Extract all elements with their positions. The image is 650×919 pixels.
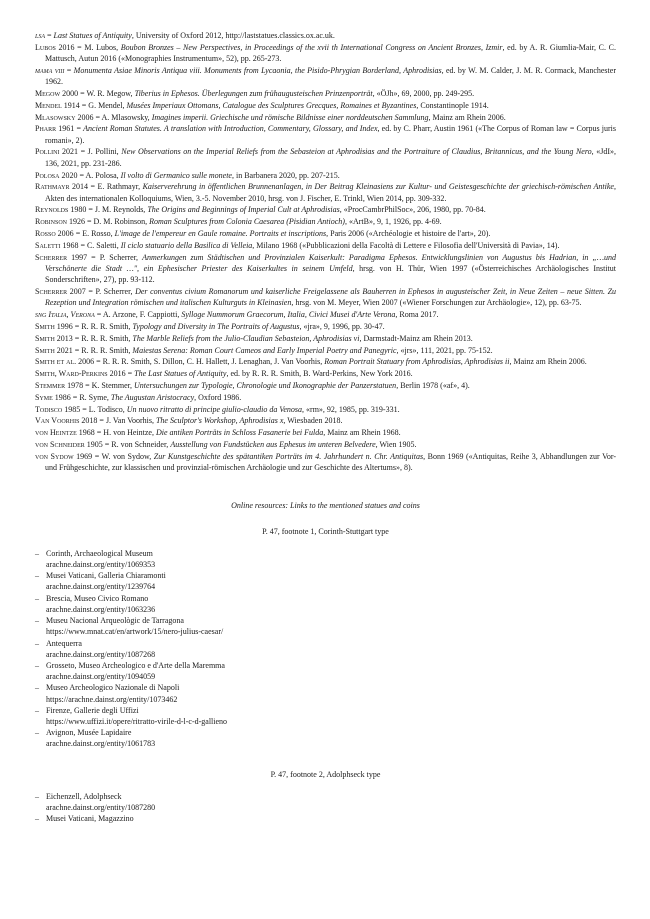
citation-key: Mendel 1914: [35, 100, 80, 110]
citation-details: , ed. by A. R. Giumlia-Mair, C. C. Mattusch, Autun 2016 («Monographies Instrumentum», 52), pp. 265-273.: [45, 42, 616, 64]
citation-author: W. von Sydow,: [101, 451, 154, 461]
citation-title: Anmerkungen zum Städtischen und Provinzialen Kaiserkult: Paradigma Ephesos. Entwicklungslinien von Augustus bis Hadrian, in „…und Verschönerte die Stadt …", ein Ephesischer Priester des Kaiserkultes in seinem Umfeld: [45, 252, 617, 273]
citation-author: J. M. Reynolds,: [94, 205, 148, 215]
citation-author: R. Syme,: [79, 392, 111, 402]
resource-list-item: [35, 593, 616, 615]
citation-title: Imagines imperii. Griechische und römische Bildnisse einer norddeutschen Sammlung: [151, 112, 429, 122]
resource-link-list: [35, 791, 616, 825]
citation-key: Mlasowsky 2006: [35, 112, 94, 122]
bibliography-entry: [35, 123, 616, 146]
citation-key: Scherrer 2007: [35, 287, 86, 297]
bibliography-entry: [35, 240, 616, 251]
bibliography-entry: [35, 112, 616, 123]
equals-sign: =: [72, 345, 82, 355]
list-dash: –: [35, 660, 39, 670]
bibliography-entry: [35, 286, 616, 309]
resource-location-label: Eichenzell, Adolphseck: [46, 791, 122, 801]
citation-key: Lubos 2016: [35, 42, 75, 52]
equals-sign: =: [77, 170, 86, 180]
citation-title: The Origins and Beginnings of Imperial Cult at Aphrodisias: [147, 205, 340, 215]
citation-author: A. Arzone, F. Cappiotti,: [102, 310, 182, 320]
citation-title: Il ciclo statuario della Basilica di Velleia: [120, 240, 253, 250]
citation-details: , ed. by W. M. Calder, J. M. R. Cormack, Manchester 1962.: [45, 65, 616, 87]
list-dash: –: [35, 814, 39, 824]
resource-list-item: [35, 791, 616, 813]
citation-title: Monumenta Asiae Minoris Antiqua viii. Monuments from Lycaonia, the Pisido-Phrygian Borderland, Aphrodisias: [73, 65, 442, 75]
citation-details: , Constantinople 1914.: [416, 100, 489, 110]
bibliography-entry: [35, 146, 616, 169]
citation-key: Reynolds 1980: [35, 205, 87, 215]
resource-location-label: Avignon, Musée Lapidaire: [46, 728, 132, 738]
citation-details: , hrsg. von H. Thür, Wien 1997 («Österreichisches Archäologisches Institut Sonderschriften», 27), pp. 93-112.: [45, 263, 616, 285]
citation-key: von Sydow 1969: [35, 451, 93, 461]
citation-key: von Heintze 1968: [35, 428, 95, 438]
bibliography-entry: [35, 30, 616, 41]
footnote-group-heading: P. 47, footnote 1, Corinth-Stuttgart type: [262, 526, 389, 536]
resource-location-label: Antequerra: [46, 638, 82, 648]
bibliography-entry: [35, 404, 616, 415]
equals-sign: =: [78, 147, 88, 157]
citation-author: M. Lubos,: [84, 42, 121, 52]
bibliography-entry: [35, 88, 616, 99]
citation-details: , Mainz am Rhein 2006.: [428, 112, 506, 122]
citation-details: , hrsg. von M. Meyer, Wien 2007 («Wiener Forschungen zur Archäologie», 12), pp. 63-75.: [291, 298, 582, 308]
resource-list-item: [35, 682, 616, 704]
equals-sign: =: [72, 321, 82, 331]
citation-key: Syme 1986: [35, 392, 71, 402]
equals-sign: =: [79, 100, 89, 110]
resource-list-item: [35, 548, 616, 570]
bibliography-entry: [35, 439, 616, 450]
citation-title: New Observations on the Imperial Reliefs from the Sebasteion at Aphrodisias and the Portraiture of Claudius, Britannicus, and the Young Nero: [121, 147, 592, 157]
list-dash: –: [35, 705, 39, 715]
equals-sign: =: [74, 42, 85, 52]
citation-details: , ed. by R. R. R. Smith, B. Ward-Perkins, New York 2016.: [226, 369, 413, 379]
citation-key: Smith, Ward-Perkins 2016: [35, 369, 126, 379]
equals-sign: =: [83, 380, 92, 390]
citation-author: C. Saletti,: [86, 240, 121, 250]
resource-location-label: Museo Archeologico Nazionale di Napoli: [46, 683, 180, 693]
citation-author: E. Rathmayr,: [97, 182, 143, 192]
citation-key: Smith 1996: [35, 321, 73, 331]
citation-details: , Darmstadt-Mainz am Rhein 2013.: [359, 333, 473, 343]
resource-url-link[interactable]: https://www.mnat.cat/en/artwork/15/nero-julius-caesar/: [46, 627, 224, 637]
list-dash: –: [35, 728, 39, 738]
equals-sign: =: [78, 240, 87, 250]
list-dash: –: [35, 791, 39, 801]
citation-key: Scherrer 1997: [35, 252, 88, 262]
citation-details: , «jra», 9, 1996, pp. 30-47.: [299, 321, 385, 331]
citation-key: von Schneider 1905: [35, 439, 103, 449]
citation-details: , Akten des internationalen Kolloquiums, Wien, 3.-5. November 2010, hrsg. von J. Fischer, E. Trinkl, Wien 2014, pp. 309-332.: [45, 182, 616, 203]
citation-details: , «jrs», 111, 2021, pp. 75-152.: [396, 345, 493, 355]
citation-author: P. Scherrer,: [95, 287, 136, 297]
citation-author: W. R. Megow,: [86, 88, 135, 98]
citation-author: A. Mlasowsky,: [101, 112, 152, 122]
citation-key: lsa: [35, 31, 46, 40]
citation-details: , «ArtB», 9, 1, 1926, pp. 4-69.: [344, 217, 442, 227]
citation-details: , Wiesbaden 2018.: [283, 416, 343, 426]
citation-title: Ancient Roman Statutes. A translation with Introduction, Commentary, Glossary, and Index: [83, 124, 378, 134]
bibliography-entry: [35, 216, 616, 227]
citation-title: L'image de l'empereur en Gaule romaine. Portraits et inscriptions: [114, 229, 327, 239]
citation-details: , «JdI», 136, 2021, pp. 231-286.: [45, 147, 617, 168]
citation-details: , «ProcCambrPhilSoc», 206, 1980, pp. 70-84.: [339, 205, 486, 215]
citation-author: K. Stemmer,: [91, 380, 134, 390]
citation-author: L. Todisco,: [88, 404, 127, 414]
resource-url-link[interactable]: https://arachne.dainst.org/entity/1073462: [46, 694, 178, 704]
citation-title: Musées Imperiaux Ottomans, Catalogue des Sculptures Grecques, Romaines et Byzantines: [126, 100, 417, 110]
resource-location-label: Brescia, Museo Civico Romano: [46, 593, 149, 603]
citation-key: Megow 2000: [35, 88, 79, 98]
bibliography-entry: [35, 204, 616, 215]
equals-sign: =: [45, 31, 54, 40]
citation-author: H. von Heintze,: [103, 428, 156, 438]
citation-title: Il volto di Germanico sulle monete: [120, 170, 232, 180]
resource-list-item: [35, 615, 616, 637]
citation-title: Ausstellung von Fundstücken aus Ephesus im unteren Belvedere: [170, 439, 376, 449]
citation-details: , Paris 2006 («Archéologie et histoire de l'art», 20).: [326, 229, 491, 239]
citation-details: , Bonn 1969 («Antiquitas, Reihe 3, Abhandlungen zur Vor- und Frühgeschichte, zur klassischen und provinzial-römischen Archäologie und zur Geschichte des Altertums», 8).: [45, 451, 617, 472]
citation-details: , Roma 2017.: [395, 310, 439, 320]
citation-title: Kaiserverehrung in öffentlichen Brunnenanlagen, in Der Beitrag Kleinasiens zur Kultur- und Geistesgeschichte der griechisch-römischen Antike: [142, 182, 614, 192]
citation-author: D. M. Robinson,: [93, 217, 150, 227]
citation-title: Roman Sculptures from Colonia Caesarea (Pisidian Antioch): [149, 217, 345, 227]
resource-url-link[interactable]: arachne.dainst.org/entity/1061783: [46, 739, 156, 749]
online-resources-groups: [35, 526, 616, 825]
citation-key: Rosso 2006: [35, 229, 74, 239]
citation-details: , Milano 1968 («Pubblicazioni della Facoltà di Lettere e Filosofia dell'Università di Pavia», 14).: [252, 240, 560, 250]
citation-author: R. von Schneider,: [111, 439, 171, 449]
equals-sign: =: [86, 205, 95, 215]
list-dash: –: [35, 683, 39, 693]
equals-sign: =: [73, 229, 83, 239]
citation-key: Pharr 1961: [35, 124, 75, 134]
bibliography-entry: [35, 333, 616, 344]
list-dash: –: [35, 571, 39, 581]
resource-list-item: [35, 570, 616, 592]
equals-sign: =: [102, 439, 112, 449]
citation-author: R. R. R. Smith,: [81, 333, 133, 343]
bibliography-entry: [35, 345, 616, 356]
citation-author: R. R. R. Smith, S. Dillon, C. H. Hallett, J. Lenaghan, J. Van Voorhis,: [102, 357, 325, 367]
resource-location-label: Corinth, Archaeological Museum: [46, 548, 153, 558]
citation-author: R. R. R. Smith,: [81, 321, 133, 331]
equals-sign: =: [85, 287, 96, 297]
citation-title: The Last Statues of Antiquity: [134, 369, 227, 379]
bibliography-entry: [35, 228, 616, 239]
bibliography-entry: [35, 181, 616, 204]
resource-location-label: Grosseto, Museo Archeologico e d'Arte della Maremma: [46, 660, 225, 670]
citation-author: E. Rosso,: [82, 229, 115, 239]
citation-key: Robinson 1926: [35, 217, 86, 227]
citation-title: Zur Kunstgeschichte des spätantiken Porträts im 4. Jahrhundert n. Chr. Antiquitas: [153, 451, 424, 461]
citation-title: Last Statues of Antiquity: [53, 31, 132, 40]
bibliography-entry: [35, 427, 616, 438]
citation-key: Polosa 2020: [35, 170, 78, 180]
bibliography-entry: [35, 392, 616, 403]
citation-key: sng Italia, Verona: [35, 310, 95, 320]
resource-url-link[interactable]: arachne.dainst.org/entity/1069353: [46, 560, 156, 570]
citation-details: , ed. by C. Pharr, Austin 1961 («The Corpus of Roman law = Corpus juris romani», 2).: [45, 124, 616, 145]
citation-key: Stemmer 1978: [35, 380, 84, 390]
resource-location-label: Musei Vaticani, Galleria Chiaramonti: [46, 571, 166, 581]
footnote-group-heading: P. 47, footnote 2, Adolphseck type: [270, 769, 381, 779]
citation-title: Un nuovo ritratto di principe giulio-claudio da Venosa: [126, 404, 303, 414]
citation-title: Typology and Diversity in The Portraits of Augustus: [132, 321, 300, 331]
bibliography-entry: [35, 170, 616, 181]
citation-details: , University of Oxford 2012, http://laststatues.classics.ox.ac.uk.: [131, 31, 335, 40]
resource-location-label: Firenze, Gallerie degli Uffizi: [46, 705, 139, 715]
resource-link-list: [35, 548, 616, 750]
list-dash: –: [35, 593, 39, 603]
citation-title: The Augustan Aristocracy: [110, 392, 195, 402]
bibliography-entry: [35, 252, 616, 286]
citation-author: J. Pollini,: [87, 147, 122, 157]
citation-title: Die antiken Porträts in Schloss Fasanerie bei Fulda: [155, 428, 324, 438]
citation-details: , «ÖJh», 69, 2000, pp. 249-295.: [372, 88, 475, 98]
citation-author: G. Mendel,: [88, 100, 127, 110]
equals-sign: =: [74, 124, 84, 134]
resource-list-item: [35, 660, 616, 682]
resource-list-item: [35, 813, 616, 824]
citation-key: Todisco 1985: [35, 404, 81, 414]
list-dash: –: [35, 638, 39, 648]
citation-title: Maiestas Serena: Roman Court Cameos and Early Imperial Poetry and Panegyric: [132, 345, 397, 355]
resource-url-link[interactable]: arachne.dainst.org/entity/1063236: [46, 604, 156, 614]
resource-list-item: [35, 727, 616, 749]
equals-sign: =: [94, 357, 103, 367]
citation-author: P. Scherrer,: [99, 252, 143, 262]
citation-key: Smith 2021: [35, 345, 73, 355]
bibliography-entry: [35, 451, 616, 474]
citation-title: Roman Portrait Statuary from Aphrodisias, Aphrodisias ii: [324, 357, 510, 367]
equals-sign: =: [87, 252, 100, 262]
citation-details: , Mainz am Rhein 1968.: [323, 428, 401, 438]
equals-sign: =: [92, 451, 102, 461]
bibliography-entry: [35, 380, 616, 391]
bibliography-entry: [35, 368, 616, 379]
bibliography-entry: [35, 65, 616, 88]
bibliography-entry: [35, 415, 616, 426]
equals-sign: =: [70, 392, 80, 402]
bibliography-entry: [35, 100, 616, 111]
resource-url-link[interactable]: arachne.dainst.org/entity/1094059: [46, 672, 156, 682]
equals-sign: =: [94, 428, 104, 438]
equals-sign: =: [85, 217, 94, 227]
citation-key: Smith 2013: [35, 333, 73, 343]
resource-location-label: Musei Vaticani, Magazzino: [46, 814, 134, 824]
equals-sign: =: [64, 65, 74, 75]
citation-key: Van Voorhis 2018: [35, 416, 98, 426]
list-dash: –: [35, 548, 39, 558]
equals-sign: =: [78, 88, 87, 98]
citation-details: , «rm», 92, 1985, pp. 319-331.: [302, 404, 400, 414]
citation-details: , Mainz am Rhein 2006.: [509, 357, 587, 367]
equals-sign: =: [80, 404, 89, 414]
citation-key: Pollini 2021: [35, 147, 79, 157]
citation-title: Sylloge Nummorum Graecorum, Italia, Civici Musei d'Arte Verona: [181, 310, 396, 320]
citation-title: Der conventus civium Romanorum und kaiserliche Freigelassene als Bauherren in Ephesos in augusteischer Zeit, in Neue Zeiten – neue Sitten. Zu Rezeption und Integration römischen und italischen Kulturguts in Kleinasien: [45, 287, 617, 308]
equals-sign: =: [87, 182, 98, 192]
citation-author: J. Van Voorhis,: [105, 416, 156, 426]
citation-key: Saletti 1968: [35, 240, 79, 250]
resource-url-link[interactable]: arachne.dainst.org/entity/1087280: [46, 803, 156, 813]
citation-title: Boubon Bronzes – New Perspectives, in Proceedings of the xvii th International Congress on Ancient Bronzes, Izmir: [120, 42, 503, 52]
citation-details: , in Barbanera 2020, pp. 207-215.: [231, 170, 340, 180]
citation-author: A. Polosa,: [85, 170, 121, 180]
bibliography-entry: [35, 309, 616, 320]
citation-title: The Sculptor's Workshop, Aphrodisias x: [155, 416, 284, 426]
citation-details: , Wien 1905.: [375, 439, 417, 449]
equals-sign: =: [93, 112, 102, 122]
list-dash: –: [35, 616, 39, 626]
citation-key: Smith et al. 2006: [35, 357, 95, 367]
citation-title: Untersuchungen zur Typologie, Chronologie und Ikonographie der Panzerstatuen: [133, 380, 397, 390]
equals-sign: =: [94, 310, 103, 320]
equals-sign: =: [97, 416, 106, 426]
bibliography-entry: [35, 356, 616, 367]
citation-author: R. R. R. Smith,: [81, 345, 133, 355]
citation-details: , Berlin 1978 («af», 4).: [396, 380, 470, 390]
resource-url-link[interactable]: arachne.dainst.org/entity/1087268: [46, 649, 156, 659]
bibliography-entry: [35, 321, 616, 332]
bibliography-list: [35, 30, 616, 473]
citation-title: The Marble Reliefs from the Julio-Claudian Sebasteion, Aphrodisias vi: [132, 333, 360, 343]
resource-location-label: Museu Nacional Arqueològic de Tarragona: [46, 616, 184, 626]
equals-sign: =: [72, 333, 82, 343]
resource-list-item: [35, 705, 616, 727]
citation-key: mama viii: [35, 65, 65, 75]
resource-list-item: [35, 638, 616, 660]
resource-url-link[interactable]: https://www.uffizi.it/opere/ritratto-virile-d-l-c-d-gallieno: [46, 716, 228, 726]
citation-key: Rathmayr 2014: [35, 182, 88, 192]
citation-title: Tiberius in Ephesos. Überlegungen zum frühaugusteischen Prinzenporträt: [134, 88, 373, 98]
resource-url-link[interactable]: arachne.dainst.org/entity/1239764: [46, 582, 156, 592]
bibliography-entry: [35, 42, 616, 65]
equals-sign: =: [125, 369, 135, 379]
online-resources-heading: Online resources: Links to the mentioned statues and coins: [231, 501, 420, 511]
citation-details: , Oxford 1986.: [194, 392, 242, 402]
